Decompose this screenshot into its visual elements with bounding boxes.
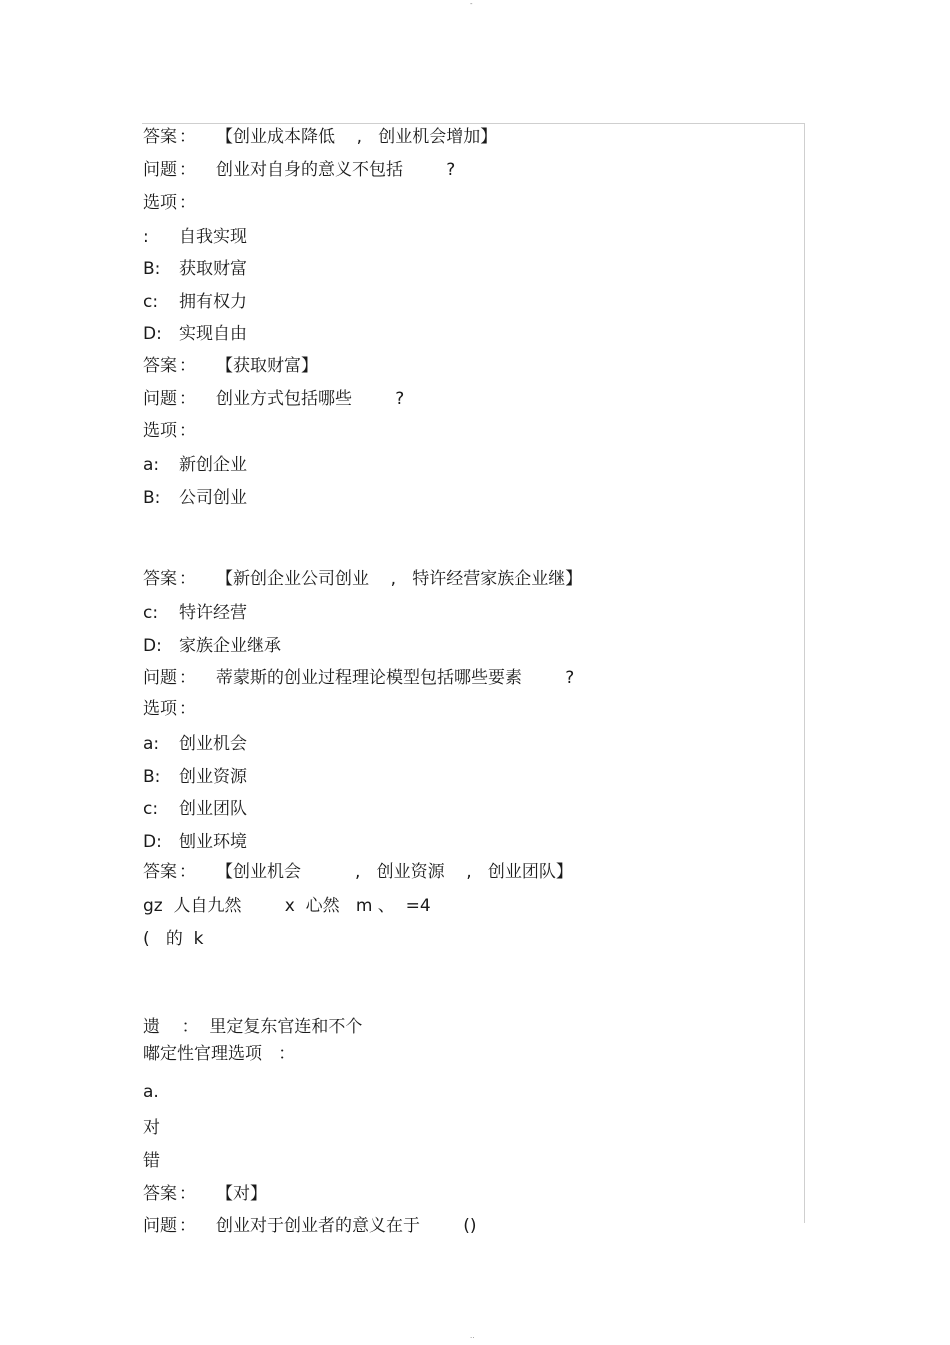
option-key: c: — [143, 799, 159, 819]
text-line — [143, 1016, 362, 1038]
option-text: 家族企业继承 — [179, 636, 281, 656]
answer-line — [143, 568, 582, 590]
label-colon: ： — [179, 389, 196, 409]
option-text: 自我实现 — [179, 227, 247, 247]
raw-text: 遗 ： 里定复东官连和不个 — [143, 1017, 363, 1037]
option-line — [143, 487, 247, 509]
answer-label: 答案 — [143, 569, 177, 589]
question-label: 问题 — [143, 160, 177, 180]
option-key: D: — [143, 832, 162, 852]
label-colon: ： — [179, 1184, 196, 1204]
options-label: 选项 — [143, 421, 177, 441]
answer-text: 【创业机会 , 创业资源 , 创业团队】 — [216, 862, 573, 882]
raw-text: 错 — [143, 1151, 160, 1171]
option-line — [143, 226, 247, 248]
option-text: 实现自由 — [179, 324, 247, 344]
text-line — [143, 1081, 159, 1103]
page-frame-right — [804, 123, 805, 1223]
option-line — [143, 323, 247, 345]
option-text: 创业资源 — [179, 767, 247, 787]
question-line — [143, 667, 574, 689]
label-colon: ： — [179, 127, 196, 147]
option-key: D: — [143, 324, 162, 344]
text-line — [143, 928, 204, 950]
label-colon: ： — [179, 421, 196, 441]
question-text: 创业方式包括哪些 — [216, 389, 352, 409]
answer-line — [143, 861, 573, 883]
label-colon: ： — [179, 193, 196, 213]
question-text: 蒂蒙斯的创业过程理论模型包括哪些要素 — [216, 668, 522, 688]
raw-text: gz 人自九然 x 心然 m 、 =4 — [143, 896, 431, 916]
options-label: 选项 — [143, 699, 177, 719]
text-line — [143, 1043, 295, 1065]
option-key: B: — [143, 767, 161, 787]
option-text: 创业机会 — [179, 734, 247, 754]
option-line — [143, 291, 247, 313]
question-label: 问题 — [143, 668, 177, 688]
footer-mark: .. — [470, 1332, 475, 1340]
answer-line — [143, 355, 318, 377]
option-line — [143, 831, 247, 853]
question-mark: ? — [403, 160, 456, 180]
option-text: 拥有权力 — [179, 292, 247, 312]
option-key: c: — [143, 292, 159, 312]
answer-text: 【创业成本降低 , 创业机会增加】 — [216, 127, 498, 147]
option-key: a: — [143, 455, 160, 475]
option-key: c: — [143, 603, 159, 623]
question-line — [143, 1215, 477, 1237]
answer-text: 【对】 — [216, 1184, 267, 1204]
label-colon: ： — [179, 569, 196, 589]
label-colon: ： — [179, 668, 196, 688]
answer-label: 答案 — [143, 862, 177, 882]
label-colon: ： — [179, 1216, 196, 1236]
question-line — [143, 159, 455, 181]
raw-text: 对 — [143, 1118, 160, 1138]
question-mark: ? — [352, 389, 405, 409]
label-colon: ： — [179, 699, 196, 719]
answer-label: 答案 — [143, 356, 177, 376]
question-text: 创业对于创业者的意义在于 — [216, 1216, 420, 1236]
option-key: : — [143, 227, 149, 247]
option-key: a: — [143, 734, 160, 754]
answer-line — [143, 1183, 267, 1205]
option-key: B: — [143, 488, 161, 508]
page-frame-top — [142, 123, 804, 124]
option-line — [143, 798, 247, 820]
question-label: 问题 — [143, 389, 177, 409]
label-colon: ： — [179, 356, 196, 376]
question-mark: ? — [522, 668, 575, 688]
option-line — [143, 602, 247, 624]
option-line — [143, 733, 247, 755]
label-colon: ： — [179, 160, 196, 180]
option-key: D: — [143, 636, 162, 656]
answer-label: 答案 — [143, 1184, 177, 1204]
option-text: 获取财富 — [179, 259, 247, 279]
label-colon: ： — [179, 862, 196, 882]
answer-label: 答案 — [143, 127, 177, 147]
question-mark: () — [420, 1216, 477, 1236]
answer-text: 【新创企业公司创业 , 特许经营家族企业继】 — [216, 569, 583, 589]
option-text: 公司创业 — [179, 488, 247, 508]
options-label-line — [143, 192, 196, 214]
options-label-line — [143, 698, 196, 720]
option-text: 特许经营 — [179, 603, 247, 623]
question-text: 创业对自身的意义不包括 — [216, 160, 403, 180]
header-mark: - — [470, 0, 473, 8]
raw-text: ( 的 k — [143, 929, 204, 949]
raw-text: a. — [143, 1082, 159, 1102]
answer-line — [143, 126, 497, 148]
option-text: 创业团队 — [179, 799, 247, 819]
option-line — [143, 454, 247, 476]
raw-text: 嘟定性官理选项 ： — [143, 1044, 296, 1064]
option-key: B: — [143, 259, 161, 279]
text-line — [143, 1117, 160, 1139]
options-label: 选项 — [143, 193, 177, 213]
option-line — [143, 766, 247, 788]
option-line — [143, 258, 247, 280]
option-line — [143, 635, 281, 657]
option-text: 新创企业 — [179, 455, 247, 475]
text-line — [143, 895, 431, 917]
text-line — [143, 1150, 160, 1172]
options-label-line — [143, 420, 196, 442]
answer-text: 【获取财富】 — [216, 356, 318, 376]
question-line — [143, 388, 404, 410]
question-label: 问题 — [143, 1216, 177, 1236]
option-text: 刨业环境 — [179, 832, 247, 852]
